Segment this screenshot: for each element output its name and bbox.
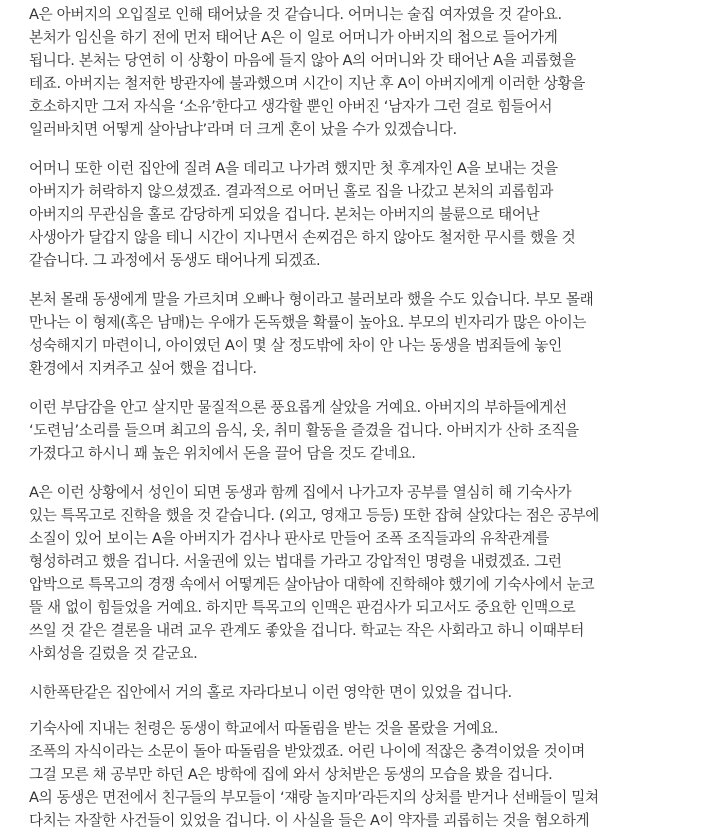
text-line: 있는 특목고로 진학을 했을 것 같습니다. (외고, 영재고 등등) 또한 잡혀 살았다는 점은 공부에	[29, 507, 599, 524]
text-line: 조폭의 자식이라는 소문이 돌아 따돌림을 받았겠죠. 어린 나이에 적잖은 충격이었을 것이며	[29, 743, 585, 760]
text-line: 호소하지만 그저 자식을 ‘소유’한다고 생각할 뿐인 아버진 ‘남자가 그런 걸로 힘들어서	[29, 98, 553, 115]
paragraph-5	[29, 481, 689, 665]
text-line: 같습니다. 그 과정에서 동생도 태어나게 되겠죠.	[29, 252, 321, 269]
paragraph-gap	[29, 665, 689, 681]
paragraph-gap	[29, 272, 689, 288]
text-line: ‘도련님’소리를 들으며 최고의 음식, 옷, 취미 활동을 즐겼을 겁니다. 아버지가 산하 조직을	[29, 422, 579, 439]
text-line: 어머니 또한 이런 집안에 질려 A을 데리고 나가려 했지만 첫 후계자인 A을 보내는 것을	[29, 160, 558, 177]
text-line: 기숙사에 지내는 천령은 동생이 학교에서 따돌림을 받는 것을 몰랐을 거예요.	[29, 720, 499, 737]
paragraph-gap	[29, 465, 689, 481]
text-line: 만나는 이 형제(혹은 남매)는 우애가 돈독했을 확률이 높아요. 부모의 빈자리가 많은 아이는	[29, 314, 587, 331]
text-line: 성숙해지기 마련이니, 아이였던 A이 몇 살 정도밖에 차이 안 나는 동생을 범죄들에 놓인	[29, 337, 562, 354]
paragraph-gap	[29, 380, 689, 396]
text-line: 본처가 임신을 하기 전에 먼저 태어난 A은 이 일로 어머니가 아버지의 첩으로 들어가게	[29, 29, 558, 46]
text-line: 압박으로 특목고의 경쟁 속에서 어떻게든 살아남아 대학에 진학해야 했기에 기숙사에서 눈코	[29, 576, 595, 593]
text-line: 일러바치면 어떻게 살아남냐’라며 더 크게 혼이 났을 수가 있겠습니다.	[29, 121, 457, 138]
paragraph-2	[29, 157, 689, 272]
paragraph-6	[29, 681, 689, 704]
text-line: 사생아가 달갑지 않을 테니 시간이 지나면서 손찌검은 하지 않아도 철저한 무시를 했을 것	[29, 229, 576, 246]
text-line: A은 이런 상황에서 성인이 되면 동생과 함께 집에서 나가고자 공부를 열심히 해 기숙사가	[29, 484, 572, 501]
text-line: 사회성을 길렀을 것 같군요.	[29, 645, 198, 662]
paragraph-gap	[29, 704, 689, 717]
paragraph-7	[29, 717, 689, 832]
text-line: 쓰일 것 같은 결론을 내려 교우 관계도 좋았을 겁니다. 학교는 작은 사회라고 하니 이때부터	[29, 622, 584, 639]
text-line: 이런 부담감을 안고 살지만 물질적으론 풍요롭게 살았을 거예요. 아버지의 부하들에게선	[29, 399, 567, 416]
paragraph-1	[29, 3, 689, 141]
text-line: 환경에서 지켜주고 싶어 했을 겁니다.	[29, 360, 257, 377]
text-line: A은 아버지의 오입질로 인해 태어났을 것 같습니다. 어머니는 술집 여자였을 것 같아요.	[29, 6, 562, 23]
text-line: A의 동생은 면전에서 친구들의 부모들이 ‘쟤랑 놀지마’라든지의 상처를 받거나 선배들이 밀쳐	[29, 789, 599, 806]
text-line: 시한폭탄같은 집안에서 거의 홀로 자라다보니 이런 영악한 면이 있었을 겁니다.	[29, 684, 512, 701]
text-line: 다치는 자잘한 사건들이 있었을 겁니다. 이 사실을 들은 A이 약자를 괴롭히는 것을 혐오하게	[29, 812, 590, 829]
text-line: 아버지의 무관심을 홀로 감당하게 되었을 겁니다. 본처는 아버지의 불륜으로 태어난	[29, 206, 540, 223]
paragraph-3	[29, 288, 689, 380]
text-line: 테죠. 아버지는 철저한 방관자에 불과했으며 시간이 지난 후 A이 아버지에게 이러한 상황을	[29, 75, 586, 92]
text-line: 됩니다. 본처는 당연히 이 상황이 마음에 들지 않아 A의 어머니와 갓 태어난 A을 괴롭혔을	[29, 52, 576, 69]
text-line: 본처 몰래 동생에게 말을 가르치며 오빠나 형이라고 불러보라 했을 수도 있습니다. 부모 몰래	[29, 291, 594, 308]
text-line: 아버지가 허락하지 않으셨겠죠. 결과적으로 어머닌 홀로 집을 나갔고 본처의 괴롭힘과	[29, 183, 554, 200]
paragraph-4	[29, 396, 689, 465]
text-line: 뜰 새 없이 힘들었을 거예요. 하지만 특목고의 인맥은 판검사가 되고서도 중요한 인맥으로	[29, 599, 576, 616]
paragraph-gap	[29, 141, 689, 157]
text-line: 형성하려고 했을 겁니다. 서울권에 있는 법대를 가라고 강압적인 명령을 내렸겠죠. 그런	[29, 553, 562, 570]
text-line: 가졌다고 하시니 꽤 높은 위치에서 돈을 끌어 담을 것도 같네요.	[29, 445, 416, 462]
text-line: 그걸 모른 채 공부만 하던 A은 방학에 집에 와서 상처받은 동생의 모습을 봤을 겁니다.	[29, 766, 553, 783]
text-line: 소질이 있어 보이는 A을 아버지가 검사나 판사로 만들어 조폭 조직들과의 유착관계를	[29, 530, 549, 547]
